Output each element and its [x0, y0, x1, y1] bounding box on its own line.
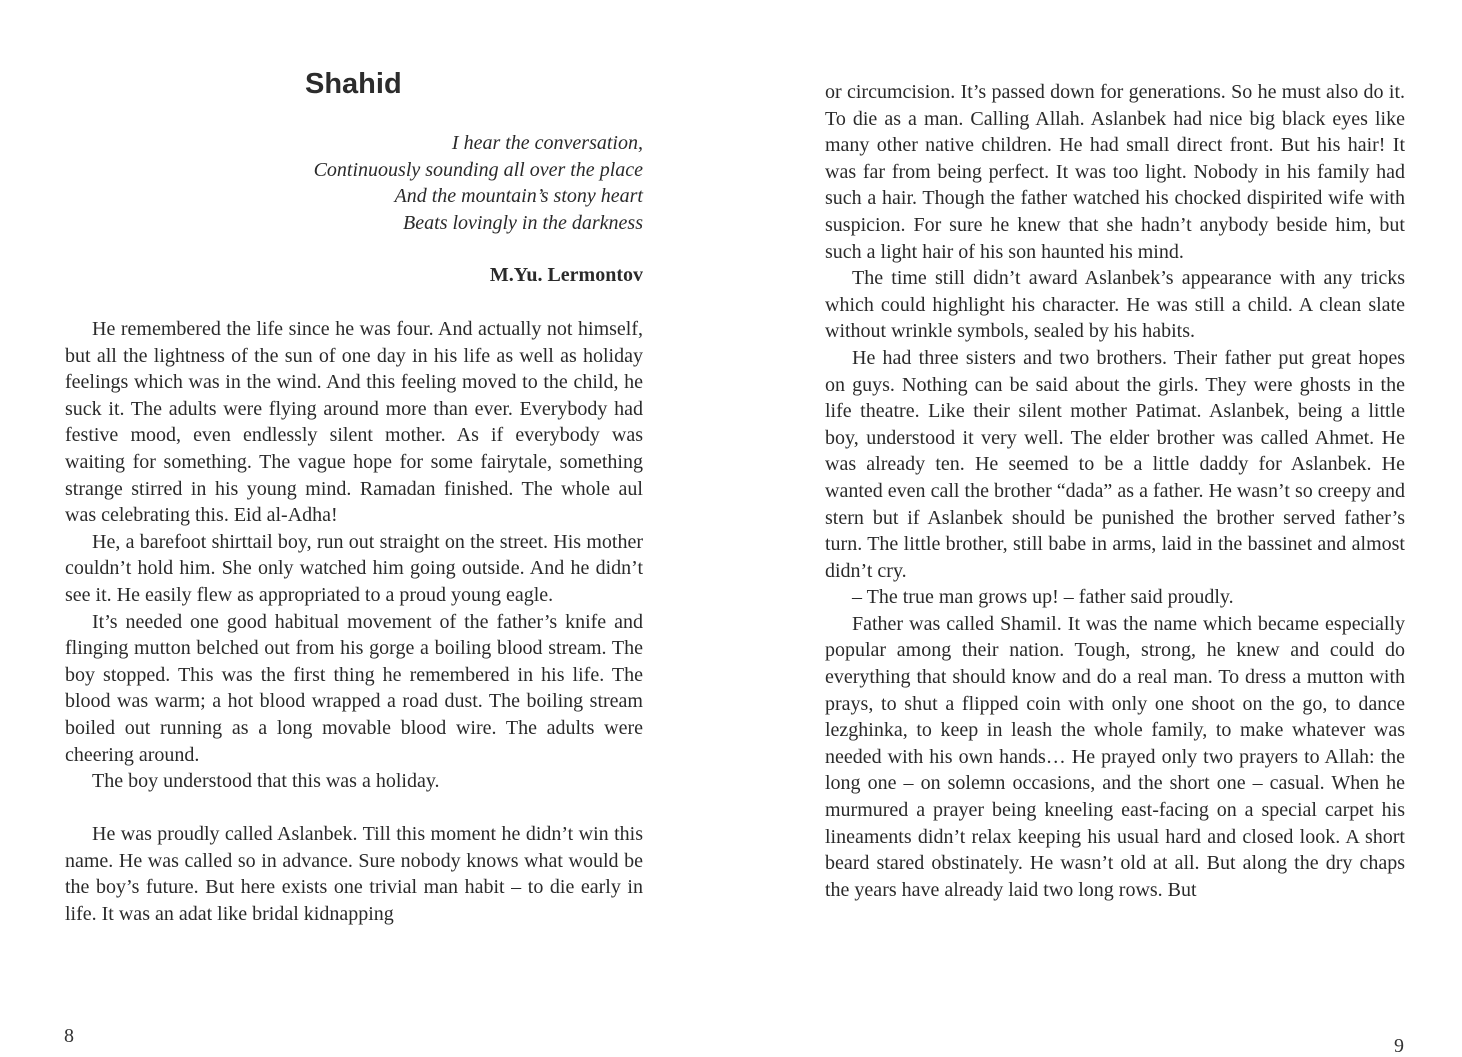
paragraph: – The true man grows up! – father said proudly. — [852, 586, 1234, 609]
page-number: 9 — [1394, 1035, 1404, 1057]
paragraph: He had three sisters and two brothers. Their father put great hopes on guys. Nothing can be said about the girls. They were ghosts in the life theatre. Like their silent mother Patimat. Aslanbek, being a little boy, understood it very well. The elder brother was called Ahmet. He was already ten. He seemed to be a little daddy for Aslanbek. He wanted even call the brother “dada” as a father. He wasn’t so creepy and stern but if Aslanbek should be punished the brother served father’s turn. The little brother, still babe in arms, laid in the bassinet and almost didn’t cry. — [825, 346, 1405, 582]
epigraph — [223, 130, 643, 236]
section-break — [65, 795, 643, 822]
paragraph: The time still didn’t award Aslanbek’s appearance with any tricks which could highlight his character. He was still a child. A clean slate without wrinkle symbols, sealed by his habits. — [825, 267, 1405, 343]
paragraph: Father was called Shamil. It was the name which became especially popular among their nation. Tough, strong, he knew and could do everything that should know and do a real man. To dress a mutton with prays, to shut a flipped coin with only one shoot on the go, to dance lezghinka, to keep in leash the whole family, to make whatever was needed with his own hands… He prayed only two prayers to Allah: the long one – on solemn occasions, and the short one – casual. When he murmured a prayer being kneeling east-facing on a special carpet his lineaments didn’t relax keeping his usual hard and closed look. A short beard stared obstinately. He wasn’t old at all. But along the dry chaps the years have already laid two long rows. But — [825, 612, 1405, 901]
right-page — [731, 0, 1462, 1057]
epigraph-author: M.Yu. Lermontov — [489, 264, 643, 286]
paragraph: or circumcision. It’s passed down for generations. So he must also do it. To die as a man. Calling Allah. Aslanbek had nice big black eyes like many other native children. He had small direct front. But his hair! It was far from being perfect. It was too light. Nobody in his family had such a hair. Though the father watched his chocked dispirited wife with suspicion. For sure he knew that she hadn’t anybody beside him, but such a light hair of his son haunted his mind. — [825, 81, 1405, 263]
paragraph: He remembered the life since he was four. And actually not himself, but all the lightness of the sun of one day in his life as well as holiday feelings which was in the wind. And this feeling moved to the child, he suck it. The adults were flying around more than ever. Everybody had festive mood, even endlessly silent mother. As if everybody was waiting for something. The vague hope for some fairytale, something strange stirred in his young mind. Ramadan finished. The whole aul was celebrating this. Eid al-Adha! — [65, 318, 643, 527]
paragraph: He was proudly called Aslanbek. Till this moment he didn’t win this name. He was called so in advance. Sure nobody knows what would be the boy’s future. But here exists one trivial man habit – to die early in life. It was an adat like bridal kidnapping — [65, 823, 643, 926]
paragraph: The boy understood that this was a holiday. — [92, 770, 440, 793]
epigraph-line: Beats lovingly in the darkness — [403, 211, 643, 234]
chapter-title: Shahid — [305, 68, 402, 100]
epigraph-line: And the mountain’s stony heart — [394, 185, 643, 207]
body-text — [825, 79, 1405, 903]
body-text — [65, 316, 643, 928]
page-number: 8 — [64, 1025, 74, 1047]
paragraph: It’s needed one good habitual movement of the father’s knife and flinging mutton belched out from his gorge a boiling blood stream. The boy stopped. This was the first thing he remembered in his life. The blood was warm; a hot blood wrapped a road dust. The boiling stream boiled out running as a long movable blood wire. The adults were cheering around. — [65, 610, 643, 766]
left-page — [0, 0, 731, 1045]
epigraph-line: I hear the conversation, — [451, 132, 643, 154]
epigraph-line: Continuously sounding all over the place — [313, 158, 643, 181]
paragraph: He, a barefoot shirttail boy, run out straight on the street. His mother couldn’t hold him. She only watched him going outside. And he didn’t see it. He easily flew as appropriated to a proud young eagle. — [65, 530, 643, 606]
